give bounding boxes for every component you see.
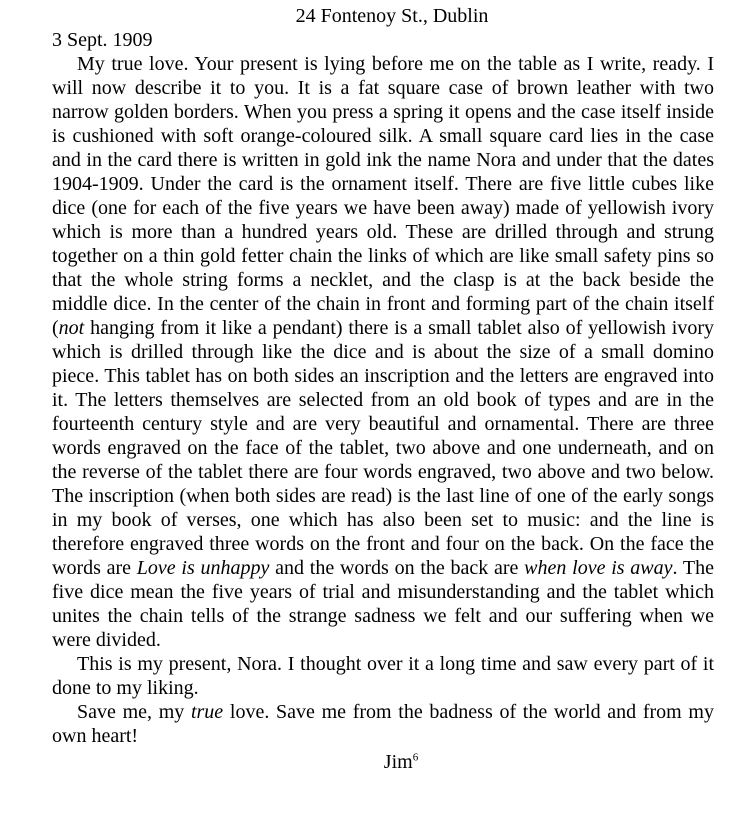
paragraph-3-text-b: love. Save me from the badness of the world and from my own heart!: [52, 701, 714, 747]
emphasis-true: true: [190, 701, 224, 723]
letter-page: [52, 4, 714, 774]
letter-paragraph-1: [52, 52, 714, 652]
signature-name: Jim: [383, 751, 413, 773]
letter-paragraph-2: This is my present, Nora. I thought over it a long time and saw every part of it done to my liking.: [52, 653, 714, 699]
paragraph-1-text-a: My true love. Your present is lying before me on the table as I write, ready. I will now describe it to you. It is a fat square case of brown leather with two narrow golden borders. When you press a spring it opens and the case itself inside is cushioned with soft orange-coloured silk. A small square card lies in the case and in the card there is written in gold ink the name Nora and under that the dates 1904-1909. Under the card is the ornament itself. There are five little cubes like dice (one for each of the five years we have been away) made of yellowish ivory which is more than a hundred years old. These are drilled through and strung together on a thin gold fetter chain the links of which are like small safety pins so that the whole string forms a necklet, and the clasp is at the back beside the middle dice. In the center of the chain in front and forming part of the chain itself (: [52, 53, 714, 339]
letter-address: 24 Fontenoy St., Dublin: [295, 5, 489, 27]
paragraph-1-text-b: hanging from it like a pendant) there is a small tablet also of yellowish ivory which is drilled through like the dice and is about the size of a small domino piece. This tablet has on both sides an inscription and the letters are engraved into it. The letters themselves are selected from an old book of types and are in the fourteenth century style and are very beautiful and ornamental. There are three words engraved on the face of the tablet, two above and one underneath, and on the reverse of the tablet there are four words engraved, two above and two below. The inscription (when both sides are read) is the last line of one of the early songs in my book of verses, one which has also been set to music: and the line is therefore engraved three words on the front and four on the back. On the face the words are: [52, 317, 714, 579]
footnote-marker: 6: [412, 751, 419, 764]
paragraph-1-text-c: and the words on the back are: [269, 557, 525, 579]
emphasis-not: not: [58, 317, 85, 339]
letter-paragraph-3: [52, 700, 714, 748]
paragraph-3-text-a: Save me, my: [77, 701, 191, 723]
paragraph-1-text-d: . The five dice mean the five years of trial and misunderstanding and the tablet which unites the chain tells of the strange sadness we felt and our suffering when we were divided.: [52, 557, 714, 651]
letter-date: 3 Sept. 1909: [52, 29, 153, 51]
letter-signature: [52, 748, 714, 774]
emphasis-love-is-unhappy: Love is unhappy: [136, 557, 270, 579]
emphasis-when-love-is-away: when love is away: [524, 557, 673, 579]
